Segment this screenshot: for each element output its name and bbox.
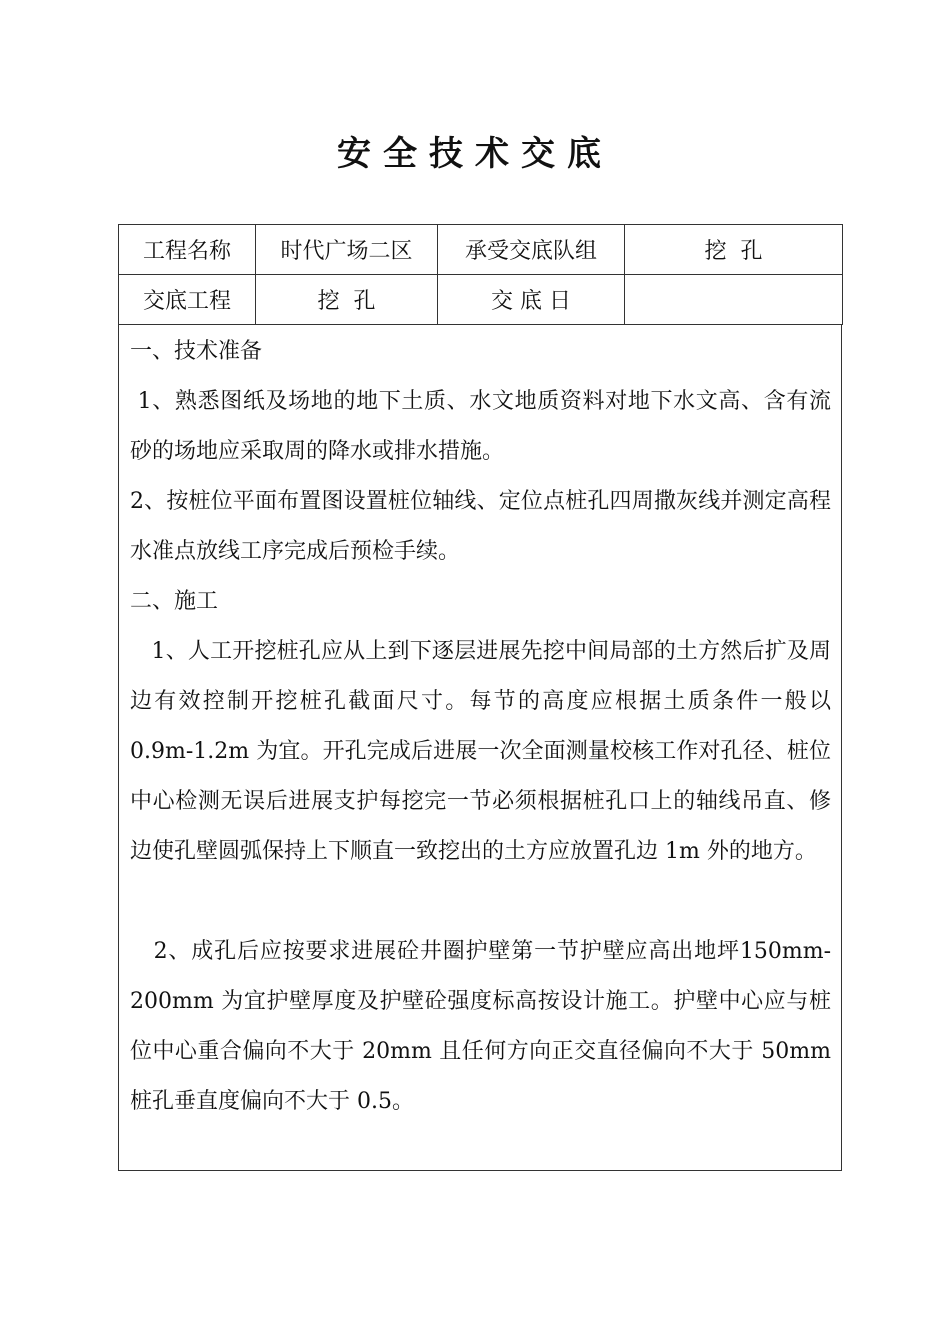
content-cell <box>118 324 842 1171</box>
document-title: 安全技术交底 <box>337 134 613 174</box>
team-value: 挖 孔 <box>625 225 843 275</box>
section2-item2: 2、成孔后应按要求进展砼井圈护壁第一节护壁应高出地坪150mm-200mm 为宜护壁厚度及护壁砼强度标高按设计施工。护壁中心应与桩位中心重合偏向不大于 20mm 且任何方向正交直径偏向不大于 50mm 桩孔垂直度偏向不大于 0.5。 <box>130 939 838 1114</box>
section1-item2: 2、按桩位平面布置图设置桩位轴线、定位点桩孔四周撒灰线并测定高程水准点放线工序完成后预检手续。 <box>130 489 831 564</box>
header-row-work <box>119 275 843 325</box>
section2-heading: 二、施工 <box>130 589 219 614</box>
project-name-label: 工程名称 <box>119 225 256 275</box>
section1-item1: 1、熟悉图纸及场地的地下土质、水文地质资料对地下水文高、含有流砂的场地应采取周的降水或排水措施。 <box>130 389 831 464</box>
work-value: 挖 孔 <box>256 275 438 325</box>
header-info-table <box>118 224 843 325</box>
team-label: 承受交底队组 <box>438 225 625 275</box>
header-row-project <box>119 225 843 275</box>
section2-item1: 1、人工开挖桩孔应从上到下逐层进展先挖中间局部的土方然后扩及周边有效控制开挖桩孔截面尺寸。每节的高度应根据土质条件一般以 0.9m-1.2m 为宜。开孔完成后进展一次全面测量校核工作对孔径、桩位中心检测无误后进展支护每挖完一节必须根据桩孔口上的轴线吊直、修边使孔壁圆弧保持上下顺直一致挖出的土方应放置孔边 1m 外的地方。 <box>130 639 838 864</box>
date-value <box>625 275 843 325</box>
work-label: 交底工程 <box>119 275 256 325</box>
project-name-value: 时代广场二区 <box>256 225 438 275</box>
section1-heading: 一、技术准备 <box>130 339 263 364</box>
date-label: 交 底 日 <box>438 275 625 325</box>
